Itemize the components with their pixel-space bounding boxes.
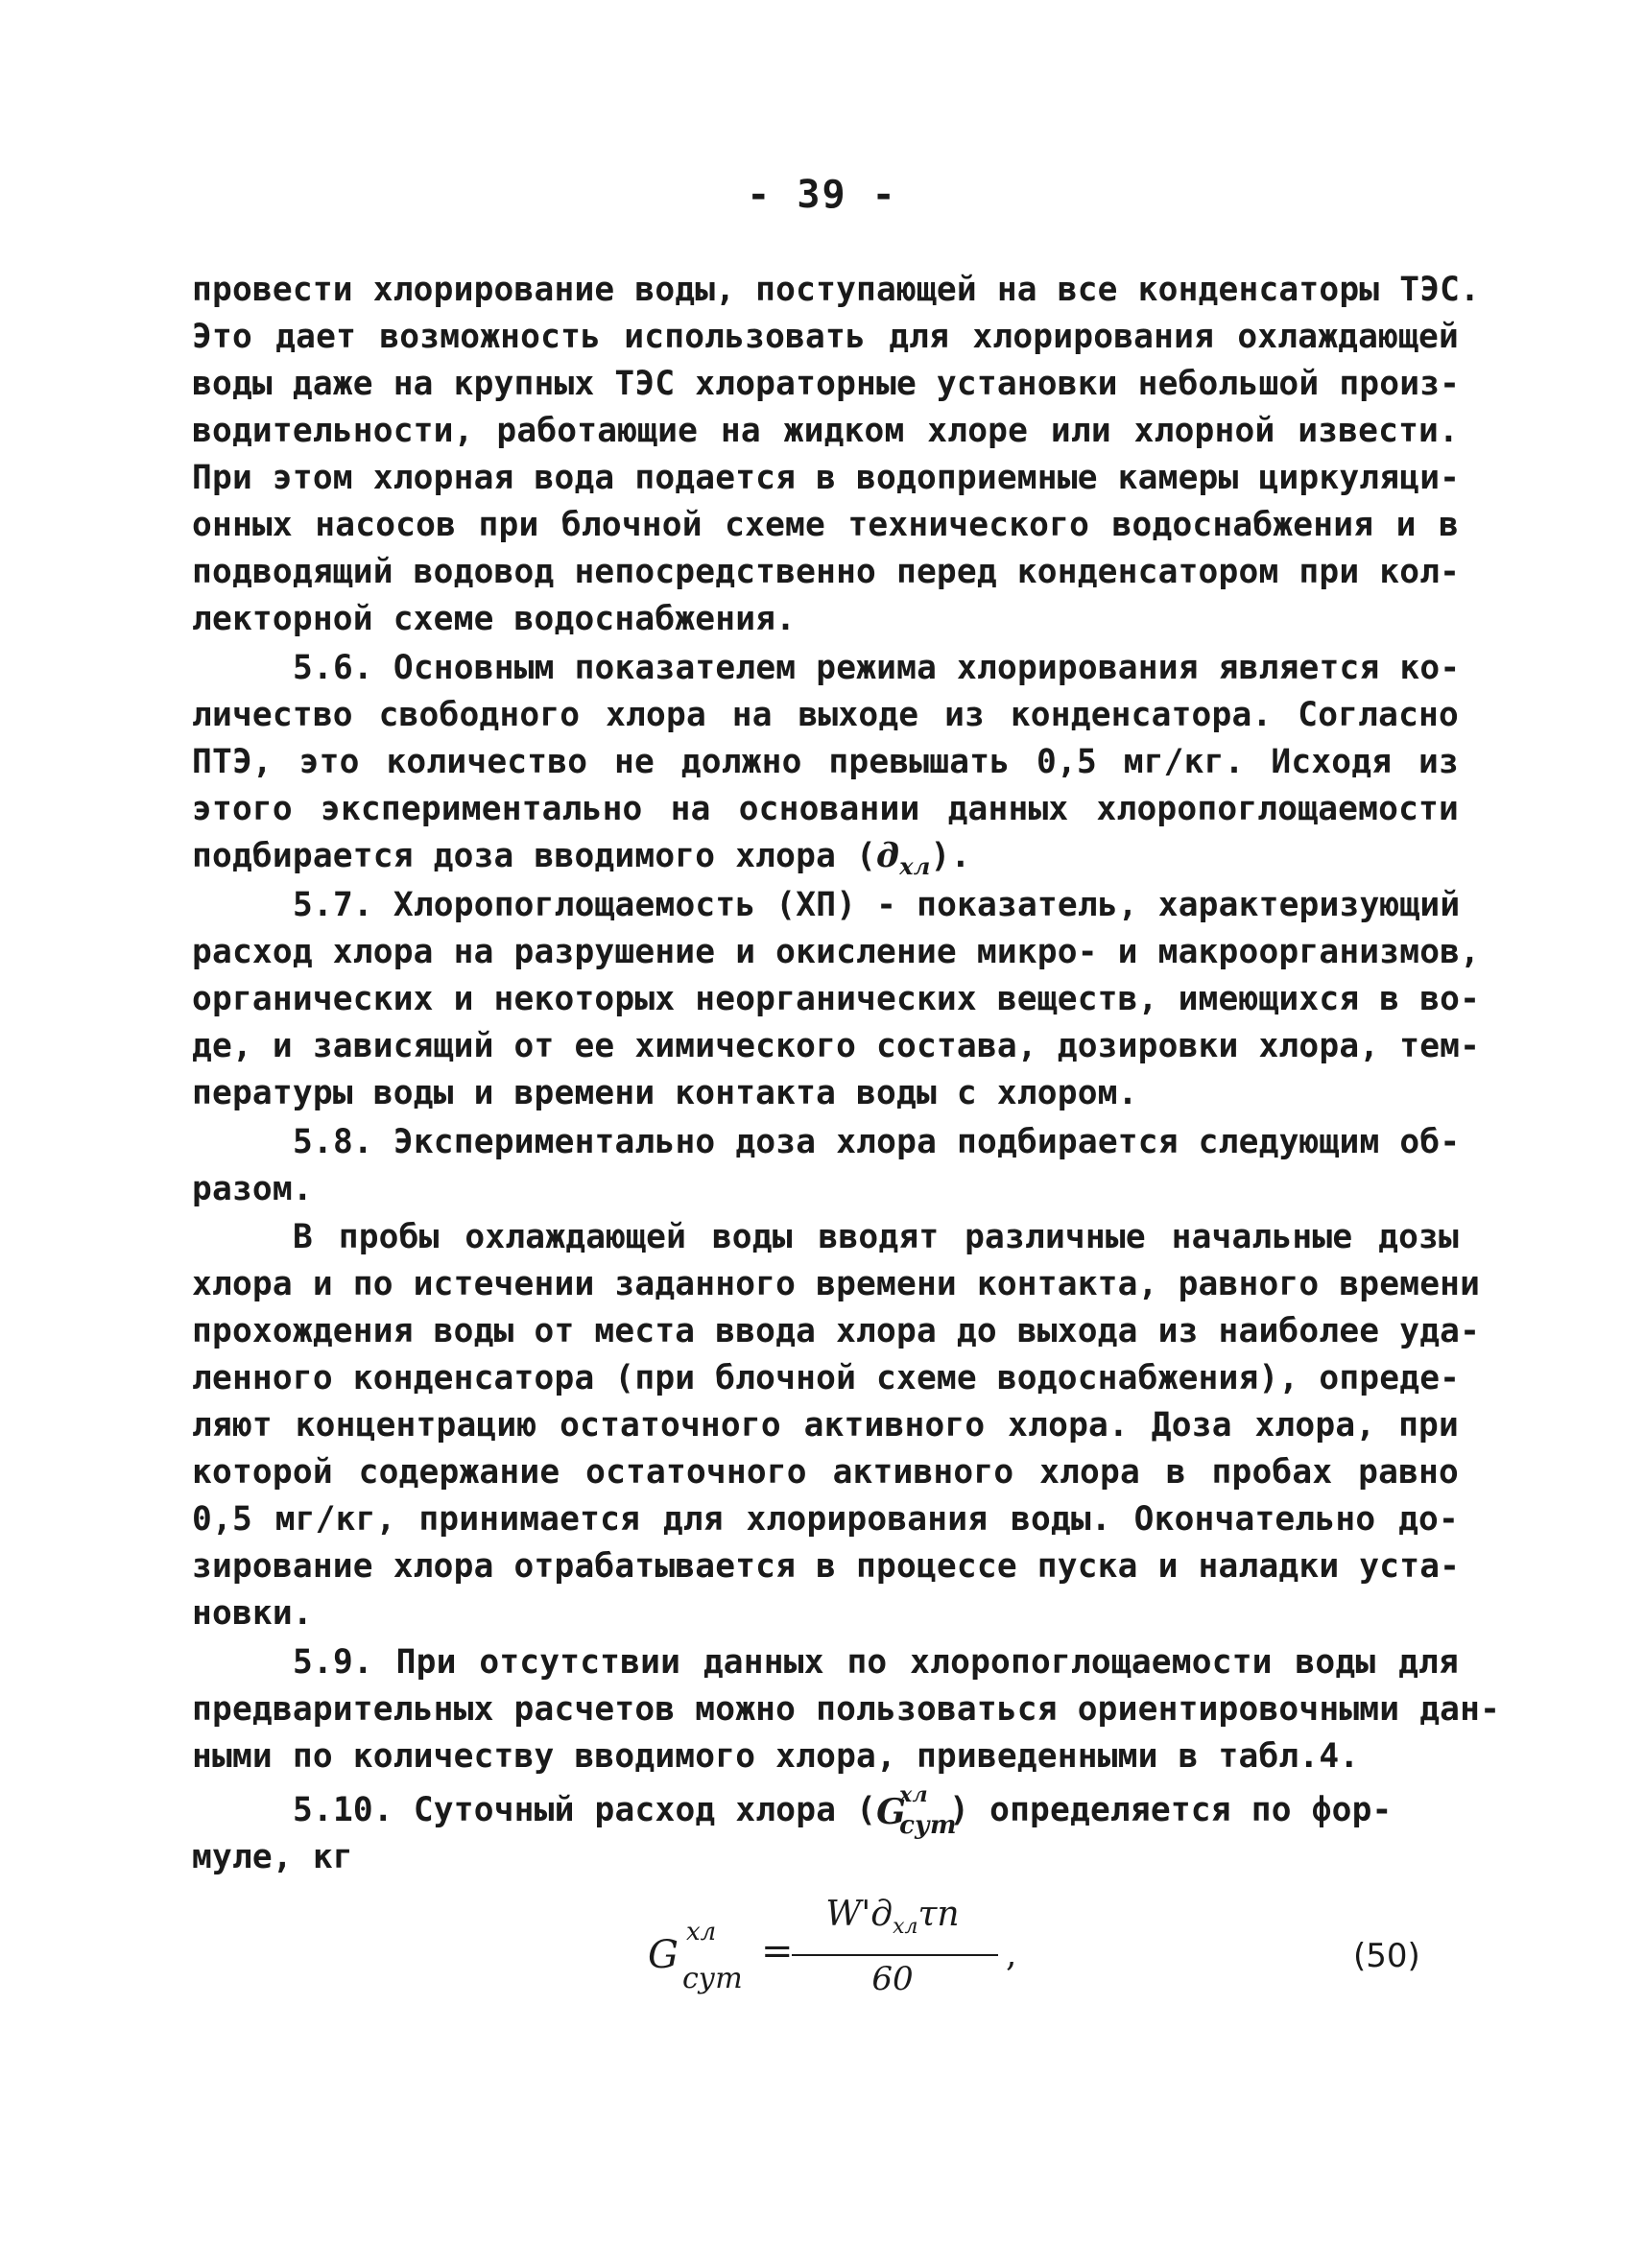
- text-line: провести хлорирование воды, поступающей на все конденсаторы ТЭС.: [192, 271, 1481, 309]
- text-line: новки.: [192, 1594, 313, 1633]
- paragraph-start-with-symbol: [293, 1781, 1459, 1840]
- symbol-base: G: [876, 1791, 907, 1832]
- page-number: - 39 -: [747, 173, 897, 217]
- paragraph-start: 5.7. Хлоропоглощаемость (ХП) - показатель, характеризующий: [293, 886, 1461, 924]
- formula-lhs-superscript: хл: [686, 1918, 717, 1946]
- formula-numerator: [792, 1895, 993, 1939]
- numerator-subscript: хл: [893, 1915, 918, 1939]
- text-line: подводящий водовод непосредственно перед конденсатором при кол-: [192, 553, 1461, 591]
- text-line: которой содержание остаточного активного хлора в пробах равно: [192, 1453, 1459, 1492]
- text-line: ляют концентрацию остаточного активного хлора. Доза хлора, при: [192, 1406, 1459, 1444]
- text-line: лекторной схеме водоснабжения.: [192, 600, 797, 638]
- symbol-superscript: хл: [899, 1781, 928, 1807]
- text-line: зирование хлора отрабатывается в процессе пуска и наладки уста-: [192, 1547, 1461, 1586]
- paragraph-start: 5.9. При отсутствии данных по хлоропоглощаемости воды для: [293, 1643, 1459, 1682]
- text-fragment: ) определяется по фор-: [949, 1791, 1393, 1829]
- text-line: пературы воды и времени контакта воды с хлором.: [192, 1074, 1138, 1112]
- equation-number: (50): [1353, 1937, 1420, 1975]
- formula-lhs-base: G: [648, 1933, 679, 1977]
- text-line: онных насосов при блочной схеме технического водоснабжения и в: [192, 506, 1459, 544]
- paragraph-start: 5.6. Основным показателем режима хлорирования является ко-: [293, 649, 1461, 687]
- dose-symbol-subscript: хл: [899, 852, 931, 880]
- text-line: воды даже на крупных ТЭС хлораторные установки небольшой произ-: [192, 365, 1461, 403]
- text-line: прохождения воды от места ввода хлора до выхода из наиболее уда-: [192, 1312, 1481, 1350]
- text-fragment: ).: [930, 837, 971, 875]
- text-line: 0,5 мг/кг, принимается для хлорирования воды. Окончательно до-: [192, 1500, 1459, 1539]
- paragraph-start: 5.8. Экспериментально доза хлора подбирается следующим об-: [293, 1123, 1461, 1161]
- text-line: Это дает возможность использовать для хлорирования охлаждающей: [192, 318, 1459, 356]
- formula-50: [648, 1895, 1051, 2016]
- text-line: личество свободного хлора на выходе из конденсатора. Согласно: [192, 696, 1459, 734]
- formula-lhs: [648, 1920, 753, 1996]
- symbol-subscript: сут: [899, 1810, 957, 1840]
- text-line: расход хлора на разрушение и окисление микро- и макроорганизмов,: [192, 933, 1481, 971]
- numerator-part: τп: [917, 1895, 960, 1934]
- text-line-with-symbol: [192, 837, 1459, 878]
- numerator-part: W'д: [825, 1895, 893, 1934]
- formula-lhs-subscript: сут: [682, 1962, 743, 1995]
- dose-symbol: д: [876, 837, 900, 875]
- text-line: муле, кг: [192, 1838, 353, 1876]
- text-fragment: 5.10. Суточный расход хлора (: [293, 1791, 877, 1829]
- paragraph-start: В пробы охлаждающей воды вводят различные начальные дозы: [293, 1218, 1459, 1256]
- formula-denominator: 60: [871, 1960, 914, 1998]
- text-line: де, и зависящий от ее химического состава, дозировки хлора, тем-: [192, 1027, 1481, 1065]
- text-line: органических и некоторых неорганических веществ, имеющихся в во-: [192, 980, 1481, 1018]
- text-line: предварительных расчетов можно пользоваться ориентировочными дан-: [192, 1690, 1501, 1729]
- text-line: При этом хлорная вода подается в водоприемные камеры циркуляци-: [192, 459, 1461, 497]
- text-line: водительности, работающие на жидком хлоре или хлорной извести.: [192, 412, 1459, 450]
- text-line: ленного конденсатора (при блочной схеме водоснабжения), опреде-: [192, 1359, 1461, 1397]
- text-line: ными по количеству вводимого хлора, приведенными в табл.4.: [192, 1737, 1360, 1776]
- text-fragment: подбирается доза вводимого хлора (: [192, 837, 877, 875]
- daily-chlorine-symbol: [876, 1781, 957, 1840]
- text-line: хлора и по истечении заданного времени контакта, равного времени: [192, 1265, 1481, 1303]
- formula-equals: =: [761, 1929, 794, 1973]
- text-line: этого экспериментально на основании данных хлоропоглощаемости: [192, 790, 1459, 828]
- formula-comma: ,: [1006, 1935, 1017, 1974]
- text-line: ПТЭ, это количество не должно превышать 0,5 мг/кг. Исходя из: [192, 743, 1459, 781]
- fraction-bar: [792, 1954, 998, 1956]
- text-line: разом.: [192, 1170, 313, 1208]
